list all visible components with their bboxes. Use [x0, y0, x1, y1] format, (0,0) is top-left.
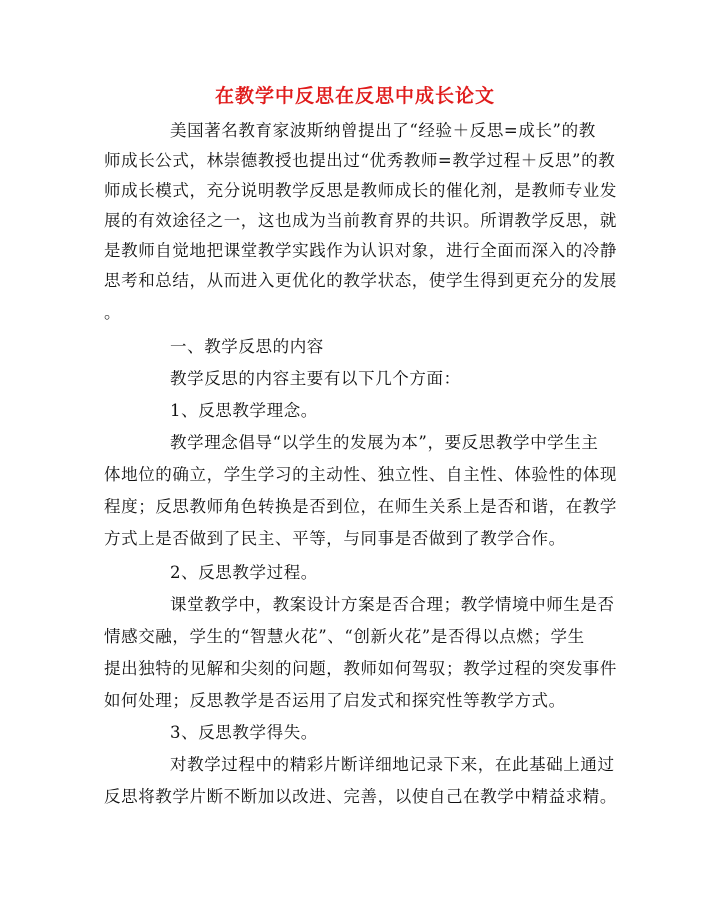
- paragraph-line: 方式上是否做到了民主、平等，与同事是否做到了教学合作。: [104, 529, 566, 548]
- paragraph-line: 展的有效途径之一，这也成为当前教育界的共识。所谓教学反思，就: [104, 211, 617, 230]
- paragraph-line: 反思将教学片断不断加以改进、完善，以使自己在教学中精益求精。: [104, 787, 617, 806]
- paragraph-line: 课堂教学中，教案设计方案是否合理；教学情境中师生是否: [170, 595, 615, 614]
- paragraph-line: 美国著名教育家波斯纳曾提出了“经验＋反思=成长”的教: [170, 121, 596, 140]
- section-heading: 一、教学反思的内容: [170, 337, 324, 356]
- paragraph-line: 教学反思的内容主要有以下几个方面：: [170, 369, 461, 388]
- paragraph-line: 教学理念倡导“以学生的发展为本”，要反思教学中学生主: [170, 433, 599, 452]
- paragraph-line: 思考和总结，从而进入更优化的教学状态，使学生得到更充分的发展: [104, 271, 617, 290]
- paragraph-line: 情感交融，学生的“智慧火花”、“创新火花”是否得以点燃；学生: [104, 627, 585, 646]
- paragraph-line: 提出独特的见解和尖刻的问题，教师如何驾驭；教学过程的突发事件: [104, 659, 617, 678]
- paragraph-line: 程度；反思教师角色转换是否到位，在师生关系上是否和谐，在教学: [104, 497, 617, 516]
- subsection-heading: 2、反思教学过程。: [170, 563, 318, 582]
- paragraph-line: 如何处理；反思教学是否运用了启发式和探究性等教学方式。: [104, 691, 566, 710]
- paragraph-line: 师成长公式，林崇德教授也提出过“优秀教师=教学过程＋反思”的教: [104, 151, 616, 170]
- subsection-heading: 1、反思教学理念。: [170, 401, 318, 420]
- paragraph-line: 体地位的确立，学生学习的主动性、独立性、自主性、体验性的体现: [104, 465, 617, 484]
- paragraph-line: 是教师自觉地把课堂教学实践作为认识对象，进行全面而深入的冷静: [104, 241, 617, 260]
- paragraph-line: 。: [104, 303, 122, 322]
- paragraph-line: 师成长模式，充分说明教学反思是教师成长的催化剂，是教师专业发: [104, 181, 617, 200]
- document-title: 在教学中反思在反思中成长论文: [214, 85, 495, 107]
- paragraph-line: 对教学过程中的精彩片断详细地记录下来，在此基础上通过: [170, 755, 615, 774]
- subsection-heading: 3、反思教学得失。: [170, 723, 318, 742]
